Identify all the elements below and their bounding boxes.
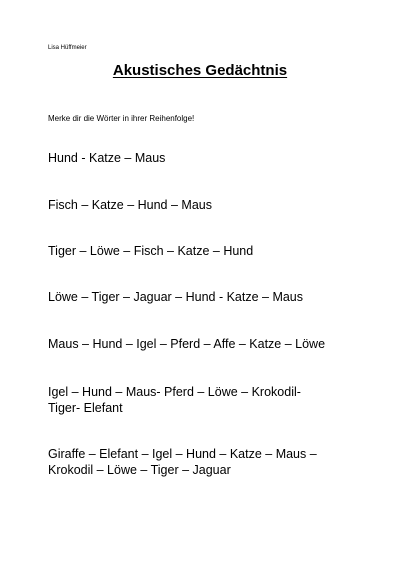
- author-name: Lisa Hüffmeier: [48, 45, 87, 51]
- word-sequence-1: [48, 150, 165, 166]
- word-sequence-line: Igel – Hund – Maus- Pferd – Löwe – Krokodil-: [48, 385, 301, 399]
- word-sequence-7: [48, 446, 317, 478]
- word-sequence-line: Tiger – Löwe – Fisch – Katze – Hund: [48, 244, 254, 258]
- word-sequence-line: Tiger- Elefant: [48, 401, 123, 415]
- word-sequence-4: [48, 289, 303, 305]
- word-sequence-6: [48, 384, 301, 416]
- word-sequence-line: Fisch – Katze – Hund – Maus: [48, 198, 212, 212]
- word-sequence-line: Hund - Katze – Maus: [48, 151, 166, 165]
- word-sequence-5: [48, 336, 325, 352]
- word-sequence-line: Maus – Hund – Igel – Pferd – Affe – Katze – Löwe: [48, 337, 326, 351]
- word-sequence-line: Giraffe – Elefant – Igel – Hund – Katze – Maus –: [48, 447, 317, 461]
- word-sequence-3: [48, 243, 253, 259]
- word-sequence-2: [48, 197, 212, 213]
- word-sequence-line: Krokodil – Löwe – Tiger – Jaguar: [48, 463, 231, 477]
- page-title: Akustisches Gedächtnis: [112, 62, 288, 79]
- instruction-text: Merke dir die Wörter in ihrer Reihenfolge!: [48, 114, 195, 123]
- word-sequence-line: Löwe – Tiger – Jaguar – Hund - Katze – Maus: [48, 290, 304, 304]
